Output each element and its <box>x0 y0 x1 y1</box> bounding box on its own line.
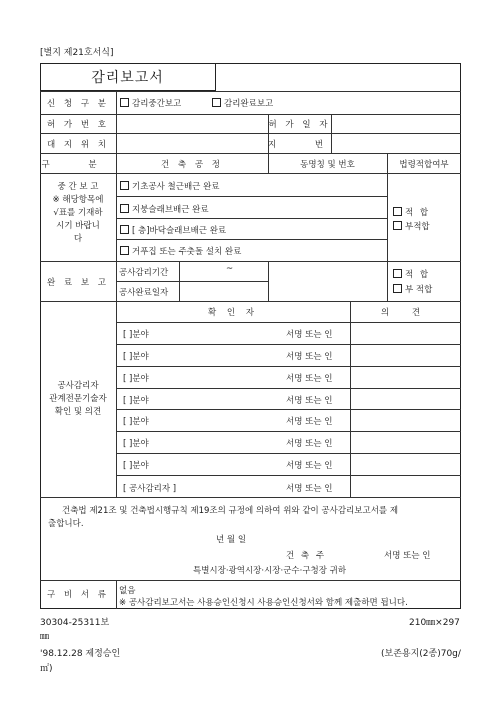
field-label: [ ]분야 <box>123 396 149 406</box>
sign-label: 서명 또는 인 <box>286 352 333 362</box>
paper-type-unit: ㎡) <box>40 664 53 674</box>
confirmer-header: 확 인 자 <box>207 308 259 318</box>
checkbox-icon[interactable] <box>120 181 129 190</box>
declaration-text: 출합니다. <box>48 519 84 529</box>
field-label: [ ]분야 <box>123 417 149 427</box>
interim-item[interactable] <box>120 203 209 215</box>
item-label: 지붕슬래브배근 완료 <box>132 205 209 215</box>
completion-report-label: 완 료 보 고 <box>47 278 109 288</box>
checkbox-icon[interactable] <box>120 225 129 234</box>
sign-label: 서명 또는 인 <box>286 484 333 494</box>
checkbox-icon[interactable] <box>393 284 402 293</box>
checkbox-icon[interactable] <box>120 246 129 255</box>
category-header: 구 분 <box>41 160 115 170</box>
option-label: 부 적합 <box>405 285 433 295</box>
checkbox-icon[interactable] <box>393 207 402 216</box>
completion-report-option[interactable] <box>212 97 273 109</box>
option-label: 적 합 <box>405 270 431 280</box>
rule <box>387 153 388 301</box>
paper-type: (보존용지(2종)70g/ <box>381 649 461 659</box>
option-label: 부적합 <box>405 222 430 232</box>
sign-label: 서명 또는 인 <box>286 439 333 449</box>
option-label: 적 합 <box>405 208 431 218</box>
rule <box>116 281 268 282</box>
field-label: [ ]분야 <box>123 352 149 362</box>
rule <box>40 133 461 134</box>
label-line: 중 간 보 고 <box>57 182 99 192</box>
form-number-label: [별지 제21호서식] <box>40 48 114 58</box>
date-line: 년 월 일 <box>216 535 247 545</box>
interim-noncomply-option[interactable] <box>393 220 430 232</box>
supervisor-label: [ 공사감리자 ] <box>123 484 177 494</box>
period-tilde: ~ <box>226 264 234 274</box>
rule <box>116 453 461 454</box>
item-label: 거푸집 또는 주춧돌 설치 완료 <box>132 247 242 257</box>
completion-date-label: 공사완료일자 <box>119 288 169 298</box>
label-line: 관계전문기술자 <box>49 394 107 404</box>
sign-label: 서명 또는 인 <box>286 396 333 406</box>
option-label: 감리완료보고 <box>224 99 274 109</box>
rule <box>40 91 461 92</box>
checkbox-icon[interactable] <box>120 204 129 213</box>
permit-date-label: 허 가 일 자 <box>268 120 331 130</box>
process-header: 건 축 공 정 <box>161 160 223 170</box>
rule <box>116 475 461 476</box>
rule <box>350 301 351 497</box>
label-line: 확인 및 의견 <box>54 407 102 417</box>
interim-report-option[interactable] <box>120 97 181 109</box>
lot-number-label: 지 번 <box>268 140 342 150</box>
confirmation-label <box>40 380 116 419</box>
completion-comply-option[interactable] <box>393 268 430 280</box>
completion-noncomply-option[interactable] <box>393 283 432 295</box>
rule <box>40 261 461 262</box>
rule <box>116 344 461 345</box>
interim-item[interactable] <box>120 180 220 192</box>
rule <box>40 301 461 302</box>
sign-label: 서명 또는 인 <box>286 330 333 340</box>
sign-label: 서명 또는 인 <box>286 461 333 471</box>
rule <box>40 114 461 115</box>
documents-note: ※ 공사감리보고서는 사용승인신청시 사용승인신청서와 함께 제출하면 됩니다. <box>119 598 408 608</box>
sign-label: 서명 또는 인 <box>286 374 333 384</box>
paper-size: 210㎜×297 <box>409 618 460 628</box>
rule <box>116 91 117 497</box>
label-line: 공사감리자 <box>57 381 99 391</box>
form-title: 감리보고서 <box>40 63 216 91</box>
required-documents-label: 구 비 서 류 <box>47 590 109 600</box>
addressee: 특별시장·광역시장·시장·군수·구청장 귀하 <box>193 566 347 576</box>
opinion-header: 의 견 <box>380 308 431 318</box>
rule <box>40 173 461 174</box>
rule <box>40 497 461 498</box>
rule <box>179 261 180 301</box>
label-line: √표를 기재하 <box>53 208 103 218</box>
interim-item[interactable] <box>120 224 226 236</box>
rule <box>116 580 117 609</box>
documents-none: 없음 <box>119 586 136 596</box>
rule <box>116 366 461 367</box>
declaration-text: 건축법 제21조 및 건축법시행규칙 제19조의 규정에 의하여 위와 같이 공사감리보고서를 제 <box>62 506 399 516</box>
rule <box>116 196 387 197</box>
rule <box>40 153 461 154</box>
approval-date: '98.12.28 제정승인 <box>40 649 121 659</box>
checkbox-icon[interactable] <box>393 221 402 230</box>
paper-size-unit: ㎜ <box>40 632 50 642</box>
interim-comply-option[interactable] <box>393 206 430 218</box>
rule <box>116 409 461 410</box>
label-line: 시기 바랍니 <box>56 221 100 231</box>
checkbox-icon[interactable] <box>393 269 402 278</box>
owner-label: 건 축 주 <box>286 551 327 561</box>
field-label: [ ]분야 <box>123 439 149 449</box>
checkbox-icon[interactable] <box>120 98 129 107</box>
permit-number-label: 허 가 번 호 <box>47 120 109 130</box>
sign-label: 서명 또는 인 <box>286 417 333 427</box>
rule <box>116 322 461 323</box>
interim-item[interactable] <box>120 245 241 257</box>
rule <box>116 239 387 240</box>
site-location-label: 대 지 위 치 <box>47 140 109 150</box>
interim-report-label <box>40 181 116 246</box>
building-name-header: 동명칭 및 번호 <box>300 160 355 170</box>
option-label: 감리중간보고 <box>132 99 182 109</box>
field-label: [ ]분야 <box>123 330 149 340</box>
item-label: [ 층]바닥슬래브배근 완료 <box>132 226 227 236</box>
checkbox-icon[interactable] <box>212 98 221 107</box>
field-label: [ ]분야 <box>123 374 149 384</box>
rule <box>268 261 269 301</box>
compliance-header: 법령적합여부 <box>399 160 449 170</box>
rule <box>116 218 387 219</box>
label-line: ※ 해당항목에 <box>52 195 104 205</box>
rule <box>116 388 461 389</box>
label-line: 다 <box>73 234 83 244</box>
item-label: 기초공사 철근배근 완료 <box>132 182 220 192</box>
application-type-label: 신 청 구 분 <box>47 99 109 109</box>
field-label: [ ]분야 <box>123 461 149 471</box>
owner-sign-label: 서명 또는 인 <box>384 551 431 561</box>
form-code: 30304-25311보 <box>40 618 110 628</box>
supervision-period-label: 공사감리기간 <box>119 268 169 278</box>
rule <box>40 580 461 581</box>
rule <box>116 431 461 432</box>
